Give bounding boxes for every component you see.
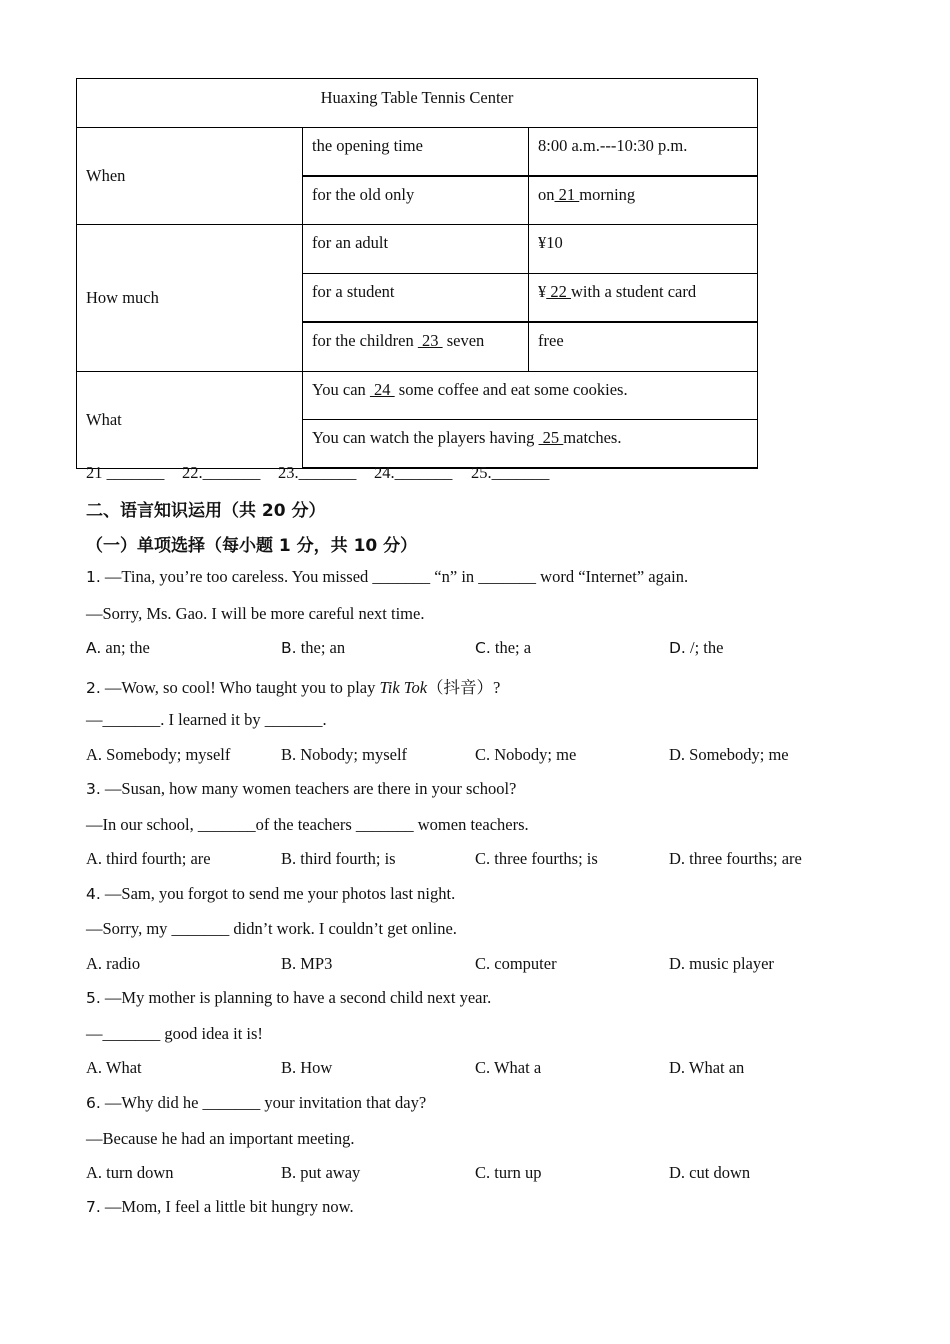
q4-option-b[interactable]: B. MP3 bbox=[281, 954, 333, 973]
answer-21[interactable]: 21 _______ bbox=[86, 463, 165, 482]
what-label: What bbox=[77, 372, 303, 469]
question-1-stem: 1. —Tina, you’re too careless. You missed _______ “n” in _______ word “Internet” again. bbox=[86, 567, 689, 586]
q2-option-a[interactable]: A. Somebody; myself bbox=[86, 745, 231, 764]
question-6-stem: 6. —Why did he _______ your invitation that day? bbox=[86, 1093, 427, 1112]
question-5-reply: —_______ good idea it is! bbox=[86, 1024, 263, 1043]
table-row bbox=[77, 225, 758, 274]
question-3-reply: —In our school, _______of the teachers _______ women teachers. bbox=[86, 815, 529, 834]
student-label: for a student bbox=[303, 274, 529, 323]
q5-option-c[interactable]: C. What a bbox=[475, 1058, 542, 1077]
question-5-stem: 5. —My mother is planning to have a second child next year. bbox=[86, 988, 492, 1007]
answer-24[interactable]: 24._______ bbox=[374, 463, 453, 482]
blank-22: 22 bbox=[546, 282, 571, 301]
children-label: for the children 23 seven bbox=[303, 322, 529, 372]
q4-option-d[interactable]: D. music player bbox=[669, 954, 774, 973]
adult-label: for an adult bbox=[303, 225, 529, 274]
section-title: 二、语言知识运用（共 20 分） bbox=[86, 501, 326, 521]
q2-option-b[interactable]: B. Nobody; myself bbox=[281, 745, 408, 764]
question-2-reply: —_______. I learned it by _______. bbox=[86, 710, 327, 729]
answer-25[interactable]: 25._______ bbox=[471, 463, 550, 482]
q3-option-b[interactable]: B. third fourth; is bbox=[281, 849, 396, 868]
table-row bbox=[77, 372, 758, 420]
q3-option-a[interactable]: A. third fourth; are bbox=[86, 849, 211, 868]
q2-option-c[interactable]: C. Nobody; me bbox=[475, 745, 577, 764]
opening-time-value: 8:00 a.m.---10:30 p.m. bbox=[529, 128, 758, 177]
q6-option-a[interactable]: A. turn down bbox=[86, 1163, 174, 1182]
opening-time-label: the opening time bbox=[303, 128, 529, 177]
adult-value: ¥10 bbox=[529, 225, 758, 274]
howmuch-label: How much bbox=[77, 225, 303, 372]
student-value: ¥ 22 with a student card bbox=[529, 274, 758, 323]
q1-option-a[interactable]: A. an; the bbox=[86, 638, 150, 657]
q6-option-c[interactable]: C. turn up bbox=[475, 1163, 542, 1182]
answer-22[interactable]: 22._______ bbox=[182, 463, 261, 482]
q1-option-d[interactable]: D. /; the bbox=[669, 638, 724, 657]
q4-option-a[interactable]: A. radio bbox=[86, 954, 141, 973]
old-only-label: for the old only bbox=[303, 176, 529, 225]
children-value: free bbox=[529, 322, 758, 372]
q1-option-b[interactable]: B. the; an bbox=[281, 638, 346, 657]
question-4-stem: 4. —Sam, you forgot to send me your photos last night. bbox=[86, 884, 456, 903]
table-title-row bbox=[77, 79, 758, 128]
watch-text: You can watch the players having 25 matches. bbox=[303, 420, 758, 469]
q1-option-c[interactable]: C. the; a bbox=[475, 638, 532, 657]
subsection-title: （一）单项选择（每小题 1 分，共 10 分） bbox=[86, 536, 418, 556]
answer-23[interactable]: 23._______ bbox=[278, 463, 357, 482]
question-6-reply: —Because he had an important meeting. bbox=[86, 1129, 355, 1148]
table-title: Huaxing Table Tennis Center bbox=[77, 79, 758, 128]
blank-25: 25 bbox=[538, 428, 564, 447]
question-1-reply: —Sorry, Ms. Gao. I will be more careful next time. bbox=[86, 604, 425, 623]
q4-option-c[interactable]: C. computer bbox=[475, 954, 557, 973]
q6-option-d[interactable]: D. cut down bbox=[669, 1163, 751, 1182]
blank-21: 21 bbox=[554, 185, 580, 204]
question-7-stem: 7. —Mom, I feel a little bit hungry now. bbox=[86, 1197, 354, 1216]
question-4-reply: —Sorry, my _______ didn’t work. I couldn’t get online. bbox=[86, 919, 457, 938]
q5-option-a[interactable]: A. What bbox=[86, 1058, 142, 1077]
q2-option-d[interactable]: D. Somebody; me bbox=[669, 745, 789, 764]
coffee-text: You can 24 some coffee and eat some cookies. bbox=[303, 372, 758, 420]
table-row bbox=[77, 128, 758, 177]
when-label: When bbox=[77, 128, 303, 225]
q3-option-d[interactable]: D. three fourths; are bbox=[669, 849, 802, 868]
old-only-value: on 21 morning bbox=[529, 176, 758, 225]
q6-option-b[interactable]: B. put away bbox=[281, 1163, 361, 1182]
question-3-stem: 3. —Susan, how many women teachers are there in your school? bbox=[86, 779, 517, 798]
q5-option-d[interactable]: D. What an bbox=[669, 1058, 745, 1077]
blank-24: 24 bbox=[369, 380, 395, 399]
info-table bbox=[76, 78, 758, 469]
question-2-stem: 2. —Wow, so cool! Who taught you to play Tik Tok（抖音）? bbox=[86, 678, 501, 697]
q3-option-c[interactable]: C. three fourths; is bbox=[475, 849, 598, 868]
q5-option-b[interactable]: B. How bbox=[281, 1058, 333, 1077]
blank-23: 23 bbox=[417, 331, 443, 350]
